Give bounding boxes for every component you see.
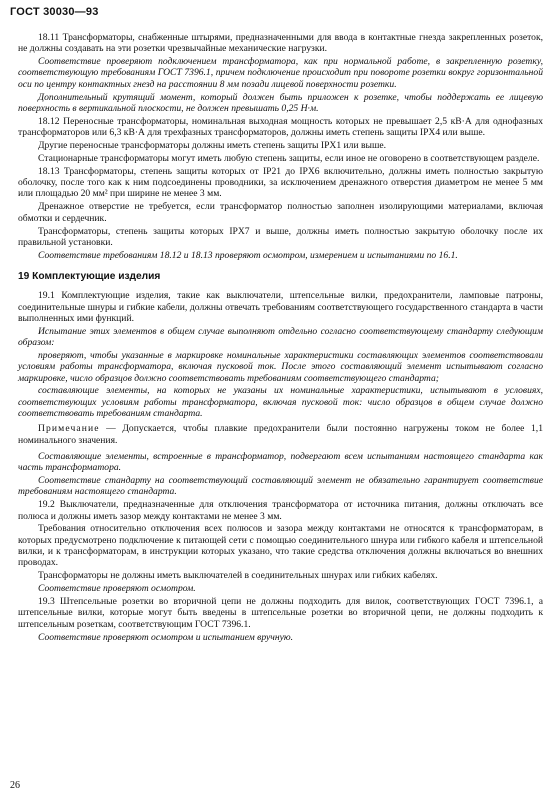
paragraph: Другие переносные трансформаторы должны иметь степень защиты IPX1 или выше. xyxy=(38,140,387,152)
compliance-paragraph: Соответствие проверяют подключением трансформатора, как при нормальной работе, в закрепленную розетку, соответствующую требованиям ГОСТ 7396.1, причем подключение происходит при повороте розетки вокруг горизонтальной оси по центру контактных гнезд на расстоянии 8 мм позади лицевой поверхности розетки. xyxy=(18,56,543,90)
paragraph: Дренажное отверстие не требуется, если трансформатор полностью заполнен изолирующими материалами, включая обмотки и сердечник. xyxy=(18,201,543,224)
compliance-paragraph: Дополнительный крутящий момент, который должен быть приложен к розетке, чтобы поддержать ее лицевую поверхность в вертикальной плоскости, не должен превышать 0,25 Н·м. xyxy=(18,91,543,114)
compliance-paragraph: Испытание этих элементов в общем случае выполняют отдельно согласно соответствующему стандарту следующим образом: xyxy=(18,325,543,349)
compliance-paragraph: Соответствие требованиям 18.12 и 18.13 проверяют осмотром, измерением и испытаниями по 16.1. xyxy=(38,249,458,261)
paragraph: Стационарные трансформаторы могут иметь любую степень защиты, если иное не оговорено в соответствующем разделе. xyxy=(38,152,540,164)
paragraph: Трансформаторы не должны иметь выключателей в соединительных шнурах или гибких кабелях. xyxy=(38,570,438,582)
paragraph: 19.3 Штепсельные розетки во вторичной цепи не должны подходить для вилок, соответствующих ГОСТ 7396.1, а штепсельные вилки, которые могут быть введены в штепсельные розетки во вторичной цепи, не должны подходить к штепсельным розеткам, соответствующим ГОСТ 7396.1. xyxy=(18,596,543,630)
compliance-paragraph: Соответствие проверяют осмотром. xyxy=(38,583,196,595)
paragraph: 19.1 Комплектующие изделия, такие как выключатели, штепсельные вилки, предохранители, ламповые патроны, соединительные шнуры и гибкие кабели, должны отвечать требованиям соответствующего государственного стандарта в части выполненных ими функций. xyxy=(18,290,543,324)
paragraph: 18.13 Трансформаторы, степень защиты которых от IP21 до IPX6 включительно, должны иметь полностью закрытую оболочку, после того как к ним подсоединены проводники, за исключением дренажного отверстия диаметром не менее 5 мм или площадью 20 мм² при ширине не менее 3 мм. xyxy=(18,165,543,200)
document-header: ГОСТ 30030—93 xyxy=(10,6,99,18)
paragraph: 18.11 Трансформаторы, снабженные штырями, предназначенными для ввода в контактные гнезда закрепленных розеток, не должны создавать на эти розетки чрезвычайные механические нагрузки. xyxy=(18,32,543,55)
paragraph: 19.2 Выключатели, предназначенные для отключения трансформатора от источника питания, должны отключать все полюса и должны иметь зазор между контактами не менее 3 мм. xyxy=(18,499,543,522)
paragraph: Требования относительно отключения всех полюсов и зазора между контактами не относятся к трансформаторам, в которых предусмотрено подключение к питающей сети с помощью соединительного шнура или гибкого кабеля и штепсельной вилки, и к трансформаторам, в инструкции которых указано, что такие средства отключения должны включаться во внешних проводах. xyxy=(18,523,543,569)
page-number: 26 xyxy=(10,780,20,791)
paragraph: 18.12 Переносные трансформаторы, номинальная выходная мощность которых не превышает 2,5 кВ·А для однофазных трансформаторов или 6,3 кВ·А для трехфазных трансформаторов, должны иметь степень защиты IPX4 или выше. xyxy=(18,115,543,139)
note-text: — Допускается, чтобы плавкие предохранители были постоянно нагружены током не более 1,1 номинального значения. xyxy=(18,423,543,446)
compliance-paragraph: Соответствие стандарту на соответствующий составляющий элемент не обязательно гарантирует соответствие требованиям настоящего стандарта. xyxy=(18,475,543,498)
section-heading: 19 Комплектующие изделия xyxy=(18,270,161,282)
compliance-paragraph: Соответствие проверяют осмотром и испытанием вручную. xyxy=(38,631,294,643)
compliance-paragraph: проверяют, чтобы указанные в маркировке номинальные характеристики составляющих элементов соответствовали условиям работы трансформатора, включая пусковой ток. После этого составляющий элемент испытывают согласно маркировке, число образцов должно соответствовать требованиям соответствующего стандарта; xyxy=(18,349,543,384)
paragraph: Трансформаторы, степень защиты которых IPX7 и выше, должны иметь полностью закрытую оболочку после их правильной установки. xyxy=(18,225,543,248)
document-body xyxy=(18,32,543,644)
compliance-paragraph: Составляющие элементы, встроенные в трансформатор, подвергают всем испытаниям настоящего стандарта как часть трансформатора. xyxy=(18,450,543,474)
note-label: Примечание xyxy=(38,423,100,435)
compliance-paragraph: составляющие элементы, на которых не указаны их номинальные характеристики, испытывают в условиях, соответствующих условиям работы трансформатора, включая пусковой ток: число образцов в общем случае должно соответствовать требованиям стандарта. xyxy=(18,385,543,420)
note-paragraph xyxy=(18,423,543,446)
